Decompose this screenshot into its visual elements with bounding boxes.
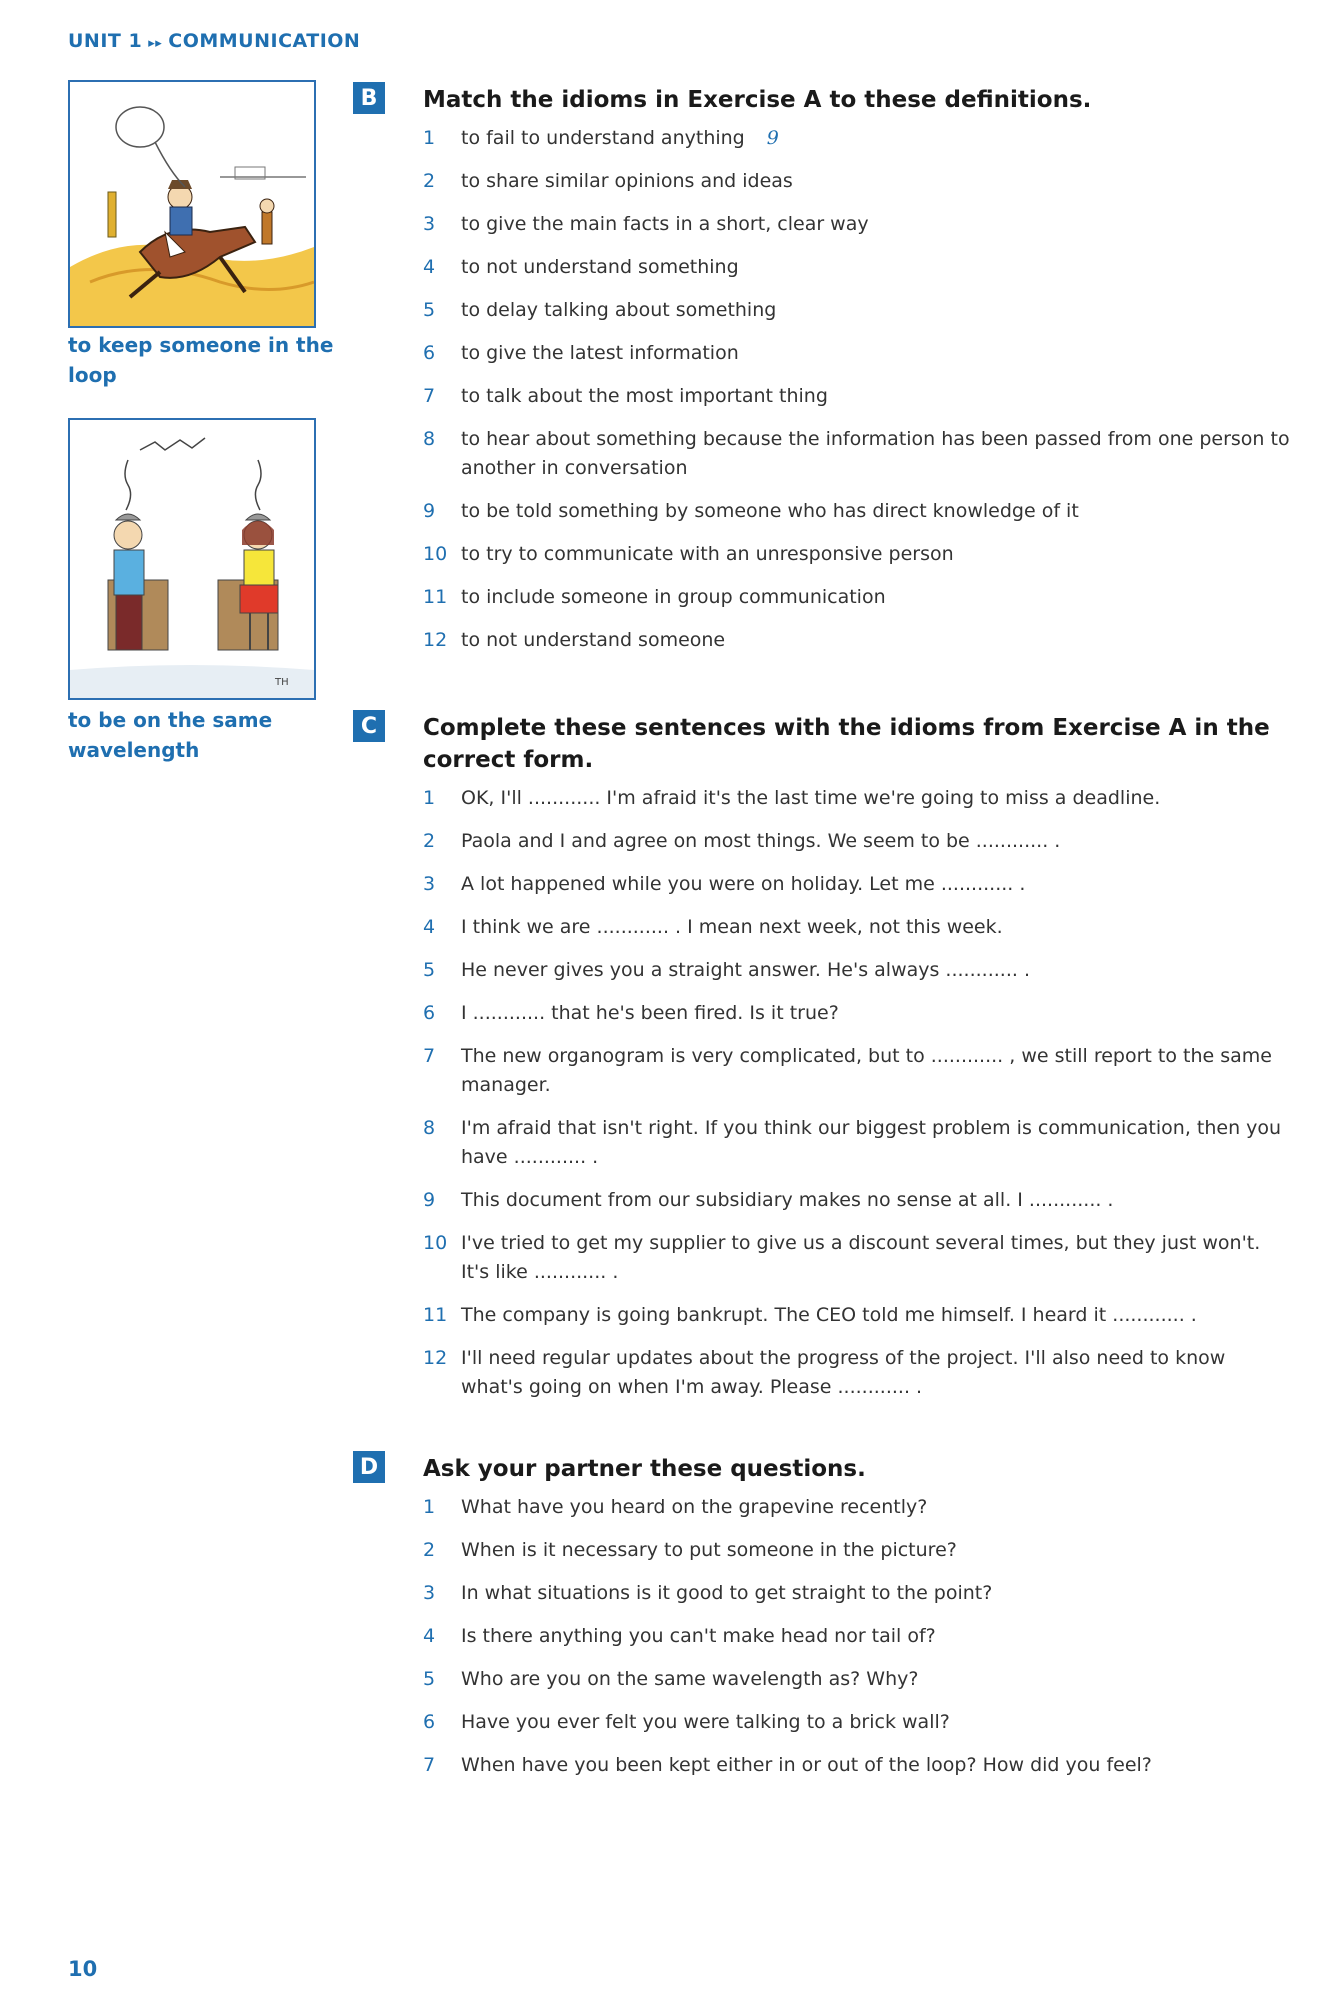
item-text: The new organogram is very complicated, but to ............ , we still report to the same manager. <box>461 1045 1272 1096</box>
list-item <box>423 124 1293 153</box>
item-text: to try to communicate with an unresponsive person <box>461 543 954 565</box>
exercise-b-list <box>423 124 1293 655</box>
item-number: 3 <box>423 873 436 895</box>
item-text: Is there anything you can't make head nor tail of? <box>461 1625 936 1647</box>
exercise-d-badge: D <box>353 1451 385 1483</box>
item-text: to delay talking about something <box>461 299 777 321</box>
list-item <box>423 497 1293 526</box>
list-item <box>423 870 1293 899</box>
list-item <box>423 1344 1293 1402</box>
list-item <box>423 1042 1293 1100</box>
unit-header <box>68 30 360 52</box>
item-number: 4 <box>423 256 436 278</box>
exercise-d <box>423 1453 1293 1794</box>
item-number: 10 <box>423 543 448 565</box>
item-number: 5 <box>423 299 436 321</box>
item-text: Paola and I and agree on most things. We seem to be ............ . <box>461 830 1061 852</box>
caption-keep-in-loop: to keep someone in the loop <box>68 333 334 387</box>
item-text: The company is going bankrupt. The CEO told me himself. I heard it ............ . <box>461 1304 1197 1326</box>
handwritten-answer: 9 <box>766 127 779 149</box>
list-item <box>423 210 1293 239</box>
item-text: What have you heard on the grapevine recently? <box>461 1496 928 1518</box>
list-item <box>423 1229 1293 1287</box>
cowboy-lasso-drawing <box>70 82 314 326</box>
item-number: 1 <box>423 787 436 809</box>
item-text: to give the latest information <box>461 342 739 364</box>
unit-topic: COMMUNICATION <box>168 30 361 52</box>
list-item <box>423 296 1293 325</box>
item-number: 10 <box>423 1232 448 1254</box>
item-text: A lot happened while you were on holiday. Let me ............ . <box>461 873 1026 895</box>
list-item <box>423 1493 1293 1522</box>
list-item <box>423 827 1293 856</box>
item-text: Have you ever felt you were talking to a brick wall? <box>461 1711 950 1733</box>
item-number: 5 <box>423 1668 436 1690</box>
item-number: 12 <box>423 1347 448 1369</box>
item-text: OK, I'll ............ I'm afraid it's the last time we're going to miss a deadline. <box>461 787 1161 809</box>
list-item <box>423 1579 1293 1608</box>
svg-text:TH: TH <box>275 677 289 688</box>
list-item <box>423 1751 1293 1780</box>
item-text: When have you been kept either in or out of the loop? How did you feel? <box>461 1754 1152 1776</box>
list-item <box>423 1708 1293 1737</box>
exercise-c <box>423 712 1293 1416</box>
item-number: 6 <box>423 342 436 364</box>
caption-same-wavelength: to be on the same wavelength <box>68 708 273 762</box>
list-item <box>423 784 1293 813</box>
item-text: In what situations is it good to get straight to the point? <box>461 1582 993 1604</box>
list-item <box>423 167 1293 196</box>
list-item <box>423 913 1293 942</box>
item-number: 2 <box>423 830 436 852</box>
list-item <box>423 1622 1293 1651</box>
item-text: He never gives you a straight answer. He's always ............ . <box>461 959 1030 981</box>
item-number: 8 <box>423 1117 436 1139</box>
item-text: I'll need regular updates about the progress of the project. I'll also need to know what's going on when I'm away. Please ............ . <box>461 1347 1226 1398</box>
list-item <box>423 626 1293 655</box>
item-number: 11 <box>423 1304 448 1326</box>
exercise-d-list <box>423 1493 1293 1780</box>
exercise-c-list <box>423 784 1293 1402</box>
list-item <box>423 956 1293 985</box>
unit-label: UNIT 1 <box>68 30 143 52</box>
list-item <box>423 253 1293 282</box>
item-number: 7 <box>423 1754 436 1776</box>
item-number: 6 <box>423 1002 436 1024</box>
illustration-cowboy-lasso <box>68 80 316 328</box>
list-item <box>423 540 1293 569</box>
list-item <box>423 1186 1293 1215</box>
item-text: When is it necessary to put someone in the picture? <box>461 1539 957 1561</box>
page-number: 10 <box>68 1957 98 1981</box>
item-number: 9 <box>423 1189 436 1211</box>
item-number: 2 <box>423 170 436 192</box>
item-text: I ............ that he's been fired. Is it true? <box>461 1002 839 1024</box>
item-number: 5 <box>423 959 436 981</box>
item-text: This document from our subsidiary makes no sense at all. I ............ . <box>461 1189 1114 1211</box>
item-text: I think we are ............ . I mean next week, not this week. <box>461 916 1003 938</box>
list-item <box>423 1301 1293 1330</box>
item-number: 4 <box>423 916 436 938</box>
exercise-b-title: Match the idioms in Exercise A to these definitions. <box>423 87 1092 113</box>
item-number: 7 <box>423 385 436 407</box>
item-text: to not understand something <box>461 256 739 278</box>
list-item <box>423 1114 1293 1172</box>
item-number: 3 <box>423 1582 436 1604</box>
item-number: 1 <box>423 1496 436 1518</box>
item-number: 3 <box>423 213 436 235</box>
item-text: I'm afraid that isn't right. If you think our biggest problem is communication, then you have ............ . <box>461 1117 1282 1168</box>
illustration-same-wavelength <box>68 418 316 700</box>
item-text: Who are you on the same wavelength as? Why? <box>461 1668 919 1690</box>
exercise-d-title: Ask your partner these questions. <box>423 1456 866 1482</box>
list-item <box>423 425 1293 483</box>
item-number: 6 <box>423 1711 436 1733</box>
item-number: 12 <box>423 629 448 651</box>
list-item <box>423 339 1293 368</box>
item-text: to include someone in group communication <box>461 586 886 608</box>
list-item <box>423 382 1293 411</box>
item-number: 9 <box>423 500 436 522</box>
list-item <box>423 1536 1293 1565</box>
item-text: to give the main facts in a short, clear way <box>461 213 869 235</box>
item-number: 8 <box>423 428 436 450</box>
exercise-c-title: Complete these sentences with the idioms from Exercise A in the correct form. <box>423 715 1270 773</box>
item-number: 4 <box>423 1625 436 1647</box>
header-arrows: ▸▸ <box>148 36 163 51</box>
item-number: 7 <box>423 1045 436 1067</box>
list-item <box>423 999 1293 1028</box>
item-number: 1 <box>423 127 436 149</box>
item-text: to hear about something because the information has been passed from one person to another in conversation <box>461 428 1290 479</box>
item-text: to fail to understand anything <box>461 127 745 149</box>
item-number: 11 <box>423 586 448 608</box>
item-text: to share similar opinions and ideas <box>461 170 793 192</box>
exercise-c-badge: C <box>353 710 385 742</box>
exercise-b <box>423 84 1293 669</box>
exercise-b-badge: B <box>353 82 385 114</box>
item-number: 2 <box>423 1539 436 1561</box>
item-text: to be told something by someone who has direct knowledge of it <box>461 500 1079 522</box>
item-text: I've tried to get my supplier to give us a discount several times, but they just won't. It's like ............ . <box>461 1232 1261 1283</box>
item-text: to not understand someone <box>461 629 726 651</box>
item-text: to talk about the most important thing <box>461 385 828 407</box>
same-wavelength-drawing <box>70 420 314 698</box>
list-item <box>423 583 1293 612</box>
list-item <box>423 1665 1293 1694</box>
